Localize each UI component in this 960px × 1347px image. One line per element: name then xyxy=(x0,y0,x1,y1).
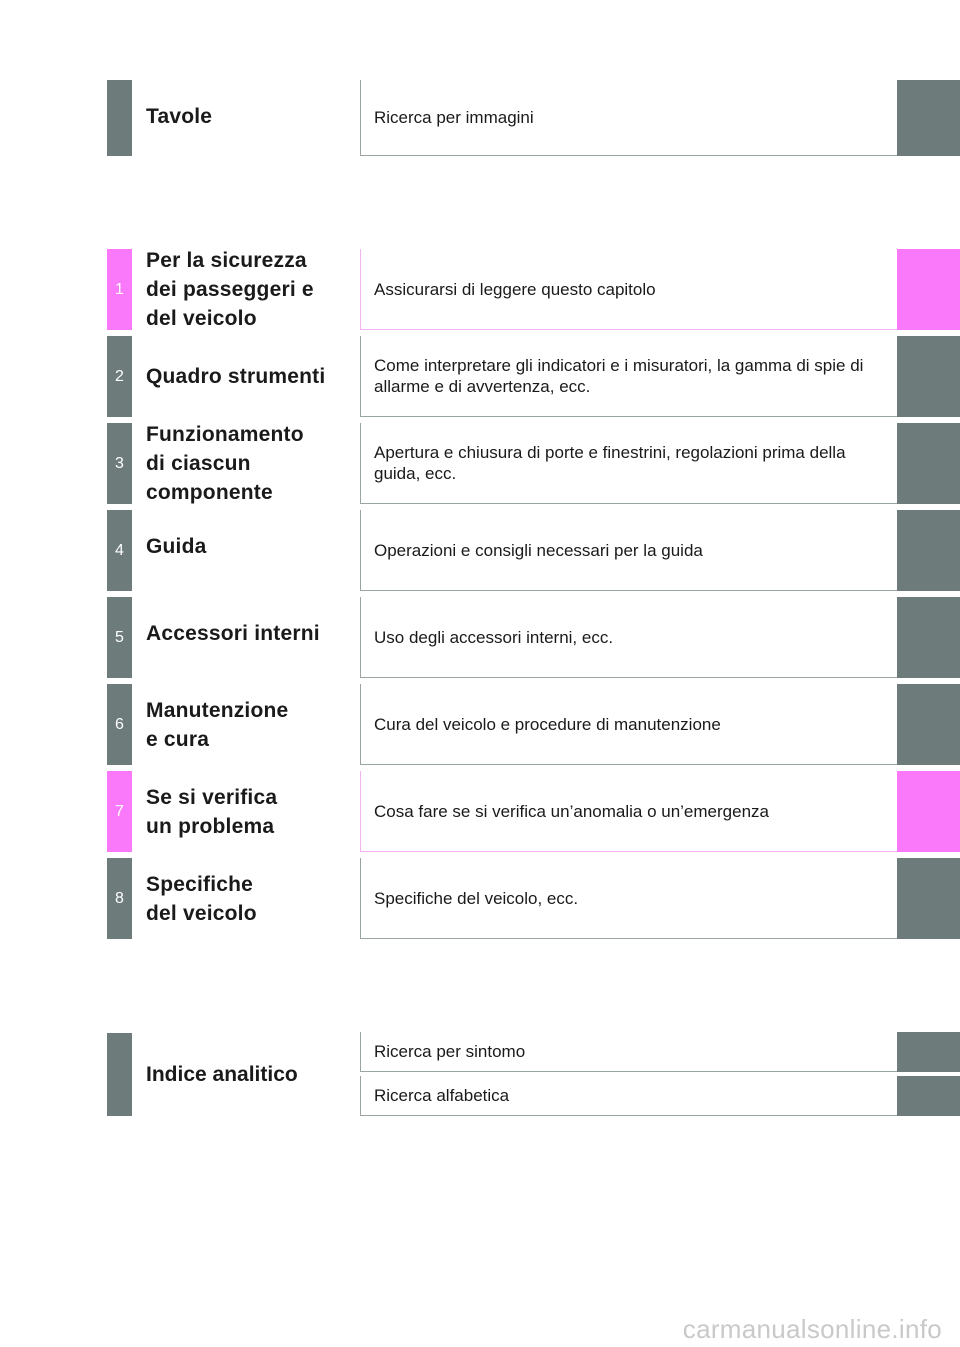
chapter-tab-5[interactable] xyxy=(897,597,960,678)
chapter-number: 4 xyxy=(107,510,132,591)
header-description[interactable] xyxy=(360,80,897,156)
chapter-tab-8[interactable] xyxy=(897,858,960,939)
chapter-description[interactable] xyxy=(360,597,897,678)
chapter-tab-6[interactable] xyxy=(897,684,960,765)
chapter-description-text: Come interpretare gli indicatori e i misuratori, la gamma di spie di allarme e di avvertenza, ecc. xyxy=(374,356,864,396)
chapter-description-text: Cosa fare se si verifica un’anomalia o un’emergenza xyxy=(374,801,769,821)
index-item-label: Ricerca alfabetica xyxy=(374,1085,510,1105)
chapter-title: Per la sicurezza dei passeggeri e del veicolo xyxy=(146,249,314,330)
chapter-number: 8 xyxy=(107,858,132,939)
header-row[interactable] xyxy=(0,80,960,156)
chapter-tab-3[interactable] xyxy=(897,423,960,504)
chapter-description[interactable] xyxy=(360,249,897,330)
chapter-number: 1 xyxy=(107,249,132,330)
header-description-text: Ricerca per immagini xyxy=(374,108,534,127)
chapter-description[interactable] xyxy=(360,510,897,591)
chapter-number: 7 xyxy=(107,771,132,852)
chapter-number: 3 xyxy=(107,423,132,504)
chapter-number: 2 xyxy=(107,336,132,417)
chapter-tab-4[interactable] xyxy=(897,510,960,591)
header-left-tab xyxy=(107,80,132,156)
chapter-tab-2[interactable] xyxy=(897,336,960,417)
chapter-description-text: Cura del veicolo e procedure di manutenzione xyxy=(374,714,721,734)
chapter-row-8[interactable] xyxy=(0,858,960,939)
chapter-number: 6 xyxy=(107,684,132,765)
index-tab-symptom[interactable] xyxy=(897,1032,960,1072)
chapter-description[interactable] xyxy=(360,336,897,417)
chapter-title: Funzionamento di ciascun componente xyxy=(146,423,304,504)
chapter-row-7[interactable] xyxy=(0,771,960,852)
chapter-description-text: Assicurarsi di leggere questo capitolo xyxy=(374,279,656,299)
chapter-row-2[interactable] xyxy=(0,336,960,417)
chapter-description-text: Specifiche del veicolo, ecc. xyxy=(374,888,579,908)
chapter-row-6[interactable] xyxy=(0,684,960,765)
header-title: Tavole xyxy=(146,105,213,128)
chapter-row-1[interactable] xyxy=(0,249,960,330)
chapter-title: Se si verifica un problema xyxy=(146,785,278,838)
chapter-description[interactable] xyxy=(360,771,897,852)
watermark: carmanualsonline.info xyxy=(682,1314,942,1344)
chapter-description-text: Operazioni e consigli necessari per la guida xyxy=(374,540,703,560)
index-title: Indice analitico xyxy=(146,1062,298,1086)
chapter-description[interactable] xyxy=(360,858,897,939)
chapter-title: Manutenzione e cura xyxy=(146,698,289,751)
chapter-row-4[interactable] xyxy=(0,510,960,591)
chapter-tab-1[interactable] xyxy=(897,249,960,330)
index-left-tab xyxy=(107,1033,132,1116)
chapter-tab-7[interactable] xyxy=(897,771,960,852)
chapter-description[interactable] xyxy=(360,423,897,504)
index-item-label: Ricerca per sintomo xyxy=(374,1041,526,1061)
index-tab-alphabetical[interactable] xyxy=(897,1076,960,1116)
chapter-row-5[interactable] xyxy=(0,597,960,678)
index-item-symptom[interactable] xyxy=(360,1032,897,1072)
index-item-alphabetical[interactable] xyxy=(360,1076,897,1116)
chapter-title: Specifiche del veicolo xyxy=(146,872,257,925)
chapter-title: Guida xyxy=(146,535,207,558)
header-right-tab[interactable] xyxy=(897,80,960,156)
chapter-title: Accessori interni xyxy=(146,622,320,645)
chapter-title: Quadro strumenti xyxy=(146,365,326,388)
chapter-description[interactable] xyxy=(360,684,897,765)
chapter-description-text: Uso degli accessori interni, ecc. xyxy=(374,627,614,647)
chapter-number: 5 xyxy=(107,597,132,678)
chapter-row-3[interactable] xyxy=(0,423,960,504)
chapter-description-text: Apertura e chiusura di porte e finestrini, regolazioni prima della guida, ecc. xyxy=(374,443,846,483)
